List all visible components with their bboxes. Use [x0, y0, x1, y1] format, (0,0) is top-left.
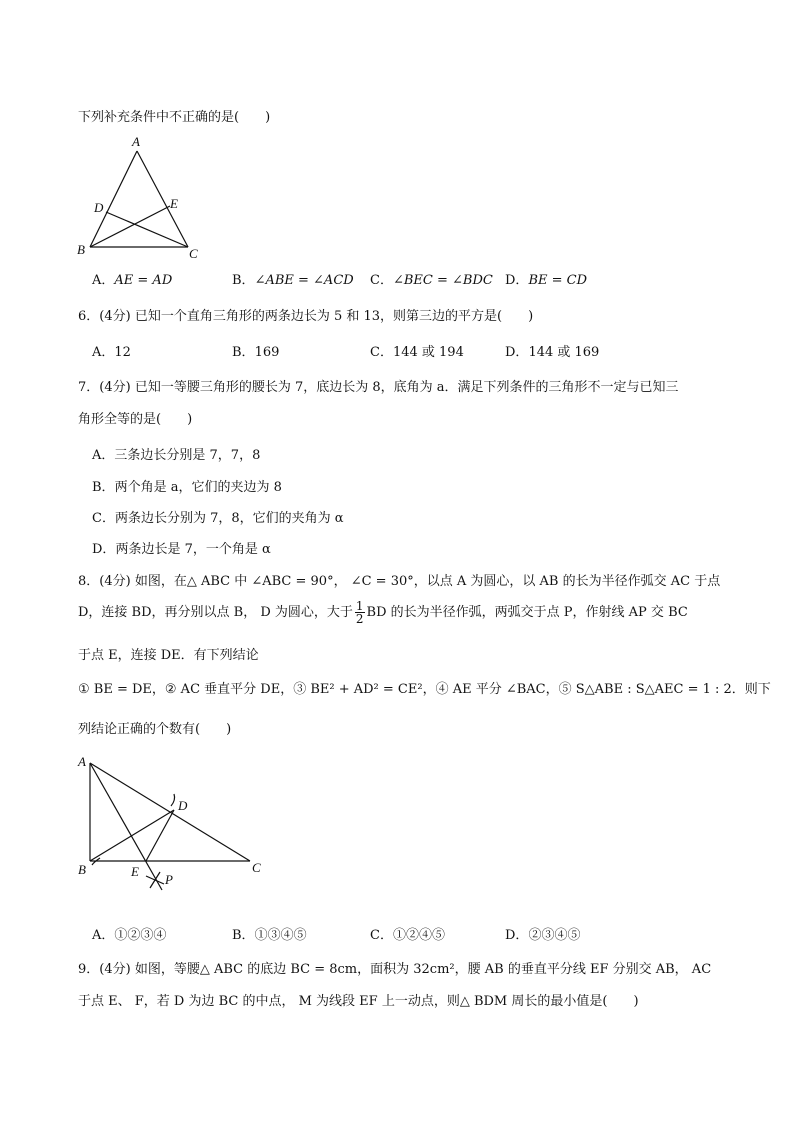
q6-stem: 6．(4分) 已知一个直角三角形的两条边长为 5 和 13，则第三边的平方是( )	[78, 309, 534, 324]
q5-option-a[interactable]: A．AE = AD	[92, 273, 173, 288]
q5-stem: 下列补充条件中不正确的是( )	[78, 110, 271, 125]
q5-triangle-figure	[70, 134, 210, 264]
q8-line2	[78, 600, 688, 625]
q8-line2-part-b: BD 的长为半径作弧，两弧交于点 P，作射线 AP 交 BC	[366, 605, 688, 620]
q6-option-a[interactable]: A．12	[92, 345, 131, 360]
q6-option-c[interactable]: C．144 或 194	[370, 345, 464, 360]
q8-label-b: B	[78, 862, 86, 877]
q8-label-d: D	[178, 798, 188, 813]
q8-fraction-half: $\frac{1}{2}$	[355, 599, 364, 626]
q5-label-e: E	[170, 196, 178, 211]
q8-triangle-figure	[70, 748, 280, 913]
q7-option-a[interactable]: A．三条边长分别是 7，7，8	[92, 448, 261, 463]
q5-side-ab	[90, 151, 137, 247]
q6-option-d[interactable]: D．144 或 169	[505, 345, 600, 360]
q8-label-a: A	[78, 754, 86, 769]
q7-stem-line1: 7．(4分) 已知一等腰三角形的腰长为 7，底边长为 8，底角为 a．满足下列条件的三角形不一定与已知三	[78, 380, 679, 395]
q8-option-c[interactable]: C．①②④⑤	[370, 928, 445, 943]
q7-option-c[interactable]: C．两条边长分别为 7，8，它们的夹角为 α	[92, 511, 344, 526]
q8-segment-bd	[90, 810, 174, 861]
q8-option-d[interactable]: D．②③④⑤	[505, 928, 581, 943]
q7-stem-line2: 角形全等的是( )	[78, 412, 193, 427]
q8-line3: 于点 E，连接 DE．有下列结论	[78, 648, 259, 663]
q8-arc-p-2	[150, 872, 160, 888]
q5-label-a: A	[132, 134, 140, 149]
q8-label-e: E	[131, 864, 139, 879]
q8-ray-ap	[90, 763, 162, 890]
q8-line1: 8．(4分) 如图，在△ ABC 中 ∠ABC = 90°， ∠C = 30°，以点 A 为圆心，以 AB 的长为半径作弧交 AC 于点	[78, 574, 721, 589]
q8-line2-part-a: D，连接 BD，再分别以点 B， D 为圆心，大于	[78, 605, 353, 620]
q8-label-c: C	[252, 860, 261, 875]
q8-segment-de	[146, 810, 174, 861]
q5-label-d: D	[94, 200, 104, 215]
q8-option-a[interactable]: A．①②③④	[92, 928, 167, 943]
q8-line5: 列结论正确的个数有( )	[78, 722, 232, 737]
q8-label-p: P	[165, 872, 173, 887]
q5-option-b[interactable]: B．∠ABE = ∠ACD	[232, 273, 354, 288]
q9-line2: 于点 E、 F，若 D 为边 BC 的中点， M 为线段 EF 上一动点，则△ BDM 周长的最小值是( )	[78, 994, 639, 1009]
q5-label-b: B	[77, 242, 85, 257]
q5-label-c: C	[189, 246, 198, 261]
q5-option-c[interactable]: C．∠BEC = ∠BDC	[370, 273, 493, 288]
q8-line4: ① BE = DE，② AC 垂直平分 DE，③ BE² + AD² = CE²，④ AE 平分 ∠BAC，⑤ S△ABE : S△AEC = 1 : 2．则下	[78, 682, 771, 697]
q8-arc-at-d	[171, 794, 175, 806]
q5-side-ac	[137, 151, 188, 247]
q7-option-b[interactable]: B．两个角是 a，它们的夹边为 8	[92, 480, 282, 495]
q6-option-b[interactable]: B．169	[232, 345, 280, 360]
q5-option-d[interactable]: D．BE = CD	[505, 273, 588, 288]
q7-option-d[interactable]: D．两条边长是 7，一个角是 α	[92, 542, 271, 557]
q9-line1: 9．(4分) 如图，等腰△ ABC 的底边 BC = 8cm，面积为 32cm²，腰 AB 的垂直平分线 EF 分别交 AB， AC	[78, 962, 712, 977]
q8-option-b[interactable]: B．①③④⑤	[232, 928, 307, 943]
